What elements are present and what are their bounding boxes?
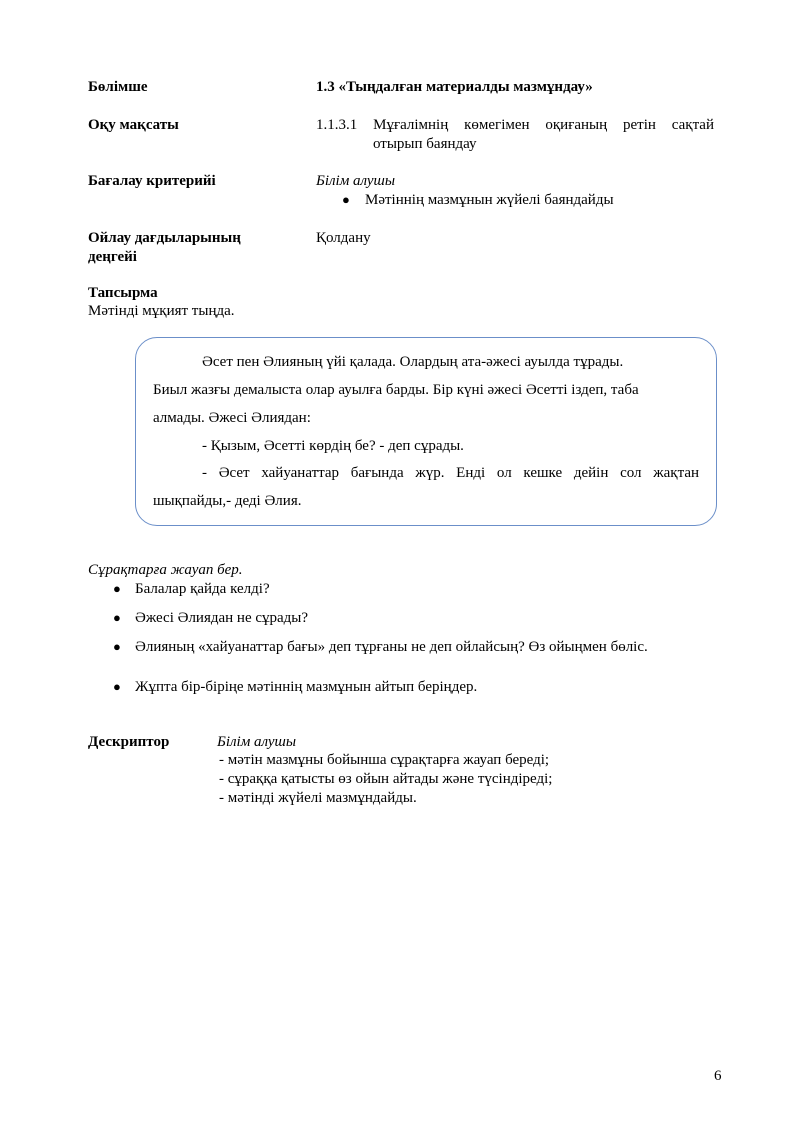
criteria-heading: Білім алушы: [316, 173, 396, 189]
bullet-icon: ●: [113, 581, 121, 596]
task-instruction: Мәтінді мұқият тыңда.: [88, 303, 235, 319]
thinking-label-line2: деңгейі: [88, 249, 137, 265]
story-line-1: Әсет пен Әлияның үйі қалада. Олардың ата-әжесі ауылда тұрады.: [202, 354, 624, 370]
objective-value-line1: 1.1.3.1 Мұғалімнің көмегімен оқиғаның ретін сақтай: [316, 117, 714, 133]
story-line-2: Биыл жазғы демалыста олар ауылға барды. Бір күні әжесі Әсетті іздеп, таба: [153, 382, 639, 398]
question-item: Жұпта бір-біріңе мәтіннің мазмұнын айтып беріңдер.: [135, 679, 478, 695]
questions-heading: Сұрақтарға жауап бер.: [88, 562, 243, 578]
criteria-label: Бағалау критерийі: [88, 173, 216, 189]
descriptor-item: - мәтін мазмұны бойынша сұрақтарға жауап береді;: [219, 752, 550, 768]
descriptor-item: - сұраққа қатысты өз ойын айтады және түсіндіреді;: [219, 771, 553, 787]
question-item: Балалар қайда келді?: [135, 581, 270, 597]
criteria-item: Мәтіннің мазмұнын жүйелі баяндайды: [365, 192, 614, 208]
descriptor-heading: Білім алушы: [217, 734, 297, 750]
section-label: Бөлімше: [88, 79, 148, 95]
question-item: Әлияның «хайуанаттар бағы» деп тұрғаны не деп ойлайсың? Өз ойыңмен бөліс.: [135, 639, 648, 655]
bullet-icon: ●: [113, 610, 121, 625]
bullet-icon: ●: [113, 639, 121, 654]
bullet-icon: ●: [113, 679, 121, 694]
bullet-icon: ●: [342, 192, 350, 207]
objective-label: Оқу мақсаты: [88, 117, 179, 133]
story-line-5: - Әсет хайуанаттар бағында жүр. Енді ол кешке дейін сол жақтан: [202, 465, 699, 481]
descriptor-item: - мәтінді жүйелі мазмұндайды.: [219, 790, 417, 806]
question-item: Әжесі Әлиядан не сұрады?: [135, 610, 309, 626]
descriptor-label: Дескриптор: [88, 734, 170, 750]
story-box: [135, 337, 717, 526]
story-line-6: шықпайды,- деді Әлия.: [153, 493, 302, 509]
thinking-value: Қолдану: [316, 230, 371, 246]
section-value: 1.3 «Тыңдалған материалды мазмұндау»: [316, 79, 593, 95]
objective-value-line2: отырып баяндау: [373, 136, 477, 152]
story-line-4: - Қызым, Әсетті көрдің бе? - деп сұрады.: [202, 438, 464, 454]
story-line-3: алмады. Әжесі Әлиядан:: [153, 410, 311, 426]
page-number: 6: [714, 1068, 722, 1084]
task-title: Тапсырма: [88, 285, 158, 301]
thinking-label-line1: Ойлау дағдыларының: [88, 230, 241, 246]
